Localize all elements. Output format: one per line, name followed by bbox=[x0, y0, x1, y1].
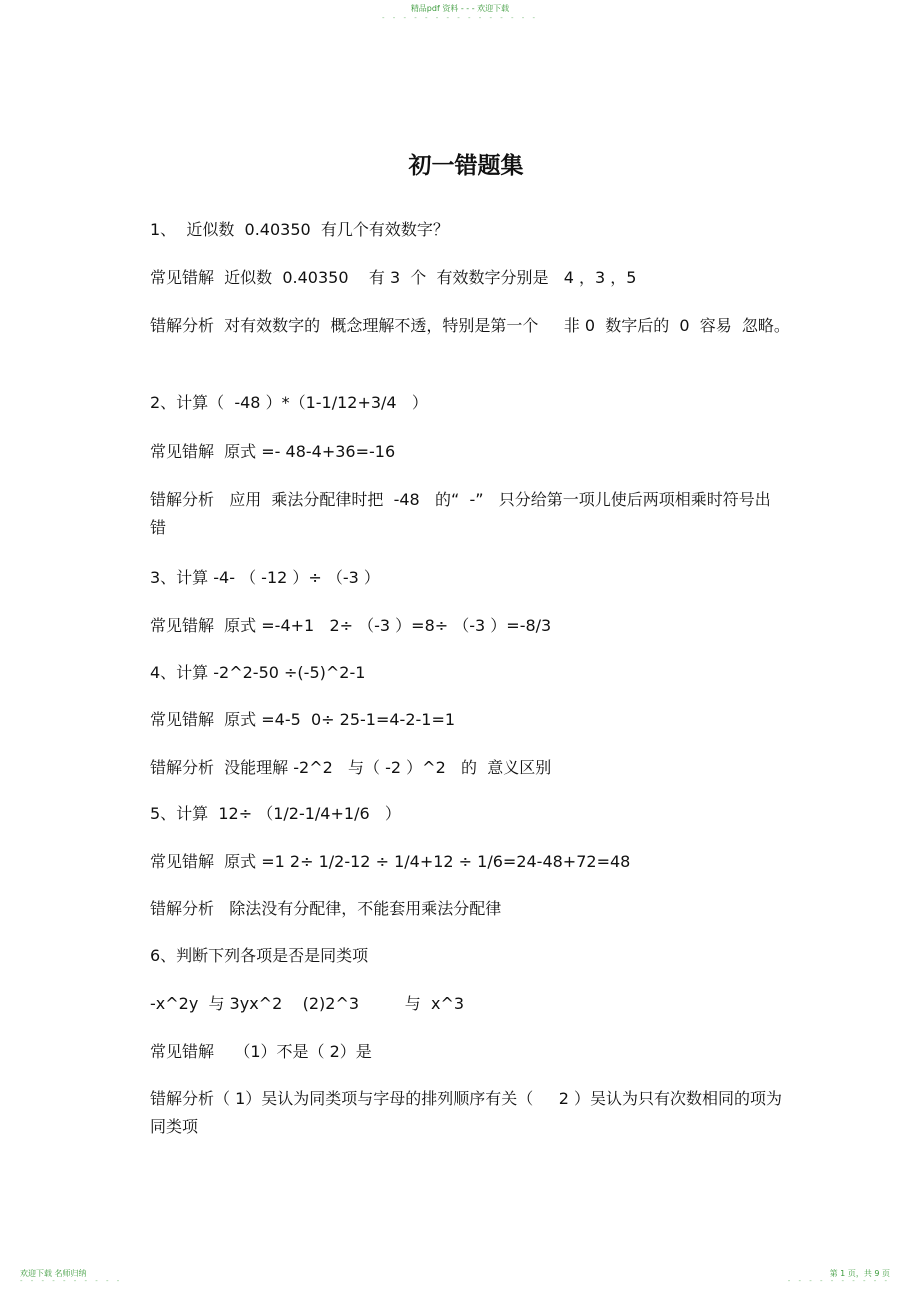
q2-question: 2、计算（ -48 ）*（1-1/12+3/4 ） bbox=[150, 393, 428, 412]
q5-common-error: 常见错解 原式 =1 2÷ 1/2-12 ÷ 1/4+12 ÷ 1/6=24-48+72=48 bbox=[150, 852, 631, 871]
q1-question: 1、 近似数 0.40350 有几个有效数字？ bbox=[150, 220, 449, 239]
q4-common-error: 常见错解 原式 =4-5 0÷ 25-1=4-2-1=1 bbox=[150, 710, 456, 729]
footer-left-dots: - - - - - - - - - - bbox=[20, 1277, 123, 1285]
document-title: 初一错题集 bbox=[408, 153, 524, 179]
header-dots: - - - - - - - - - - - - - - - bbox=[381, 14, 539, 22]
q6-error-analysis: 错解分析（ 1）吴认为同类项与字母的排列顺序有关（ 2 ）吴认为只有次数相同的项为同类项 bbox=[150, 1089, 782, 1136]
q2-error-analysis: 错解分析 应用 乘法分配律时把 -48 的“ -” 只分给第一项儿使后两项相乘时符号出错 bbox=[150, 490, 771, 537]
q1-common-error: 常见错解 近似数 0.40350 有 3 个 有效数字分别是 4 ，3 ，5 bbox=[150, 268, 637, 287]
page-number: 第 1 页，共 9 页 bbox=[829, 1269, 890, 1278]
q4-question: 4、计算 -2^2-50 ÷(-5)^2-1 bbox=[150, 663, 366, 682]
q6-question: 6、判断下列各项是否是同类项 bbox=[150, 946, 369, 965]
q3-question: 3、计算 -4- （ -12 ）÷ （-3 ） bbox=[150, 568, 380, 587]
footer-left: 欢迎下载 名师归纳 bbox=[20, 1269, 87, 1278]
page-header: 精品pdf 资料 - - - 欢迎下载 bbox=[410, 4, 510, 13]
q1-error-analysis: 错解分析 对有效数字的 概念理解不透，特别是第一个 非 0 数字后的 0 容易 忽略。 bbox=[150, 316, 790, 335]
q6-common-error: 常见错解 （1）不是（ 2）是 bbox=[150, 1042, 372, 1061]
q5-question: 5、计算 12÷ （1/2-1/4+1/6 ） bbox=[150, 804, 401, 823]
q4-error-analysis: 错解分析 没能理解 -2^2 与（ -2 ）^2 的 意义区别 bbox=[150, 758, 552, 777]
footer-right-dots: - - - - - - - - - - bbox=[787, 1277, 890, 1285]
q2-common-error: 常见错解 原式 =- 48-4+36=-16 bbox=[150, 442, 396, 461]
q5-error-analysis: 错解分析 除法没有分配律，不能套用乘法分配律 bbox=[150, 899, 502, 918]
q3-common-error: 常见错解 原式 =-4+1 2÷ （-3 ）=8÷ （-3 ）=-8/3 bbox=[150, 616, 552, 635]
q6-items: -x^2y 与 3yx^2 (2)2^3 与 x^3 bbox=[150, 994, 465, 1013]
